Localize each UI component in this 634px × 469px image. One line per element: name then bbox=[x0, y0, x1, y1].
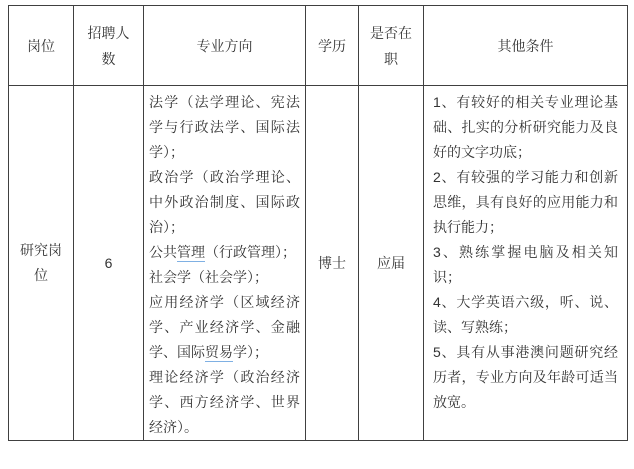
text-segment: 1、有较好的相关专业理论基础、扎实的分析研究能力及良好的文字功底； bbox=[433, 94, 618, 160]
underlined-term[interactable]: 管理 bbox=[177, 244, 205, 260]
text-segment: 应用经济学（区域经济学、产业经济学、金融学、国际 bbox=[149, 294, 300, 360]
paragraph bbox=[433, 240, 618, 290]
text-segment: 学）； bbox=[233, 344, 268, 360]
text-segment: 社会学（社会学）； bbox=[149, 269, 268, 285]
paragraph bbox=[433, 165, 618, 240]
text-segment: 2、有较强的学习能力和创新思维，具有良好的应用能力和执行能力； bbox=[433, 169, 618, 235]
text-segment: 政治学（政治学理论、中外政治制度、国际政治）； bbox=[149, 169, 300, 235]
paragraph bbox=[149, 165, 300, 240]
paragraph bbox=[149, 265, 300, 290]
paragraph bbox=[149, 290, 300, 365]
cell-employment-status: 应届 bbox=[359, 86, 424, 441]
text-segment: 3、熟练掌握电脑及相关知识； bbox=[433, 244, 618, 285]
paragraph bbox=[149, 365, 300, 440]
column-header-position: 岗位 bbox=[9, 6, 74, 86]
cell-specialty bbox=[144, 86, 306, 441]
cell-other-conditions bbox=[424, 86, 628, 441]
text-segment: 4、大学英语六级，听、说、读、写熟练； bbox=[433, 294, 618, 335]
underlined-term[interactable]: 贸易 bbox=[205, 344, 233, 360]
recruitment-table bbox=[8, 5, 628, 441]
text-segment: 理论经济学（政治经济学、西方经济学、世界经济）。 bbox=[149, 369, 300, 435]
cell-position: 研究岗位 bbox=[9, 86, 74, 441]
paragraph bbox=[433, 90, 618, 165]
paragraph bbox=[149, 240, 300, 265]
cell-education: 博士 bbox=[306, 86, 359, 441]
text-segment: 5、具有从事港澳问题研究经历者，专业方向及年龄可适当放宽。 bbox=[433, 344, 618, 410]
cell-headcount: 6 bbox=[74, 86, 144, 441]
text-segment: 公共 bbox=[149, 244, 177, 260]
column-header-specialty: 专业方向 bbox=[144, 6, 306, 86]
table-row bbox=[9, 86, 628, 441]
paragraph bbox=[433, 340, 618, 415]
column-header-headcount: 招聘人数 bbox=[74, 6, 144, 86]
column-header-employment-status: 是否在职 bbox=[359, 6, 424, 86]
column-header-other-conditions: 其他条件 bbox=[424, 6, 628, 86]
text-segment: （行政管理）； bbox=[205, 244, 296, 260]
text-segment: 法学（法学理论、宪法学与行政法学、国际法学）； bbox=[149, 94, 300, 160]
column-header-education: 学历 bbox=[306, 6, 359, 86]
paragraph bbox=[149, 90, 300, 165]
paragraph bbox=[433, 290, 618, 340]
table-header-row bbox=[9, 6, 628, 86]
